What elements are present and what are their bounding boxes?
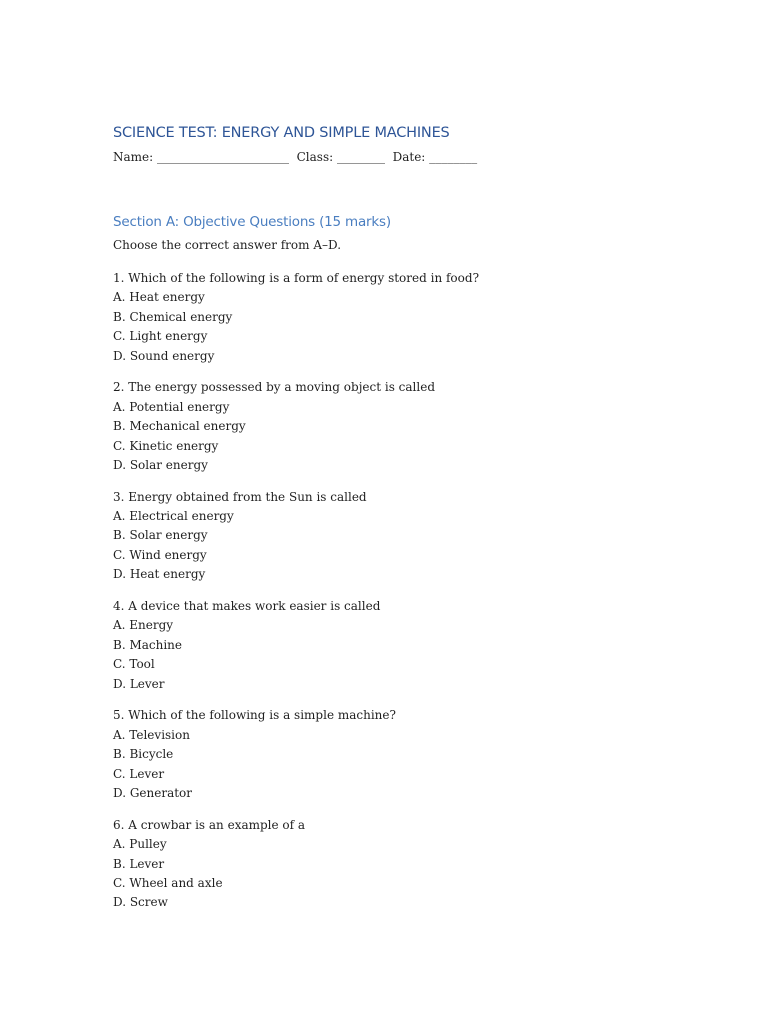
answer-option: A. Potential energy <box>113 399 230 414</box>
answer-option: B. Lever <box>113 856 165 871</box>
section-a-instructions: Choose the correct answer from A–D. <box>113 238 342 252</box>
answer-option: D. Solar energy <box>113 457 208 472</box>
question-6 <box>113 816 479 913</box>
answer-option: B. Mechanical energy <box>113 419 246 434</box>
question-text: 6. A crowbar is an example of a <box>113 817 306 832</box>
answer-option: A. Electrical energy <box>113 509 234 524</box>
question-5 <box>113 706 479 803</box>
question-2 <box>113 378 479 475</box>
answer-option: B. Solar energy <box>113 528 208 543</box>
question-text: 5. Which of the following is a simple machine? <box>113 708 396 723</box>
answer-option: A. Pulley <box>113 837 167 852</box>
answer-option: D. Lever <box>113 676 165 691</box>
section-a-title: Section A: Objective Questions (15 marks) <box>113 214 391 230</box>
answer-option: D. Screw <box>113 895 168 910</box>
answer-option: A. Television <box>113 727 190 742</box>
student-info-line: Name: ______________________ Class: ________ Date: ________ <box>113 150 478 164</box>
answer-option: B. Chemical energy <box>113 309 233 324</box>
question-4 <box>113 597 479 694</box>
document-title: SCIENCE TEST: ENERGY AND SIMPLE MACHINES <box>113 125 450 141</box>
answer-option: A. Heat energy <box>113 290 205 305</box>
answer-option: C. Tool <box>113 657 155 672</box>
answer-option: C. Light energy <box>113 329 208 344</box>
answer-option: C. Kinetic energy <box>113 438 219 453</box>
answer-option: B. Bicycle <box>113 747 174 762</box>
answer-option: D. Generator <box>113 785 193 800</box>
question-text: 3. Energy obtained from the Sun is called <box>113 489 367 504</box>
answer-option: C. Wheel and axle <box>113 875 223 890</box>
question-text: 2. The energy possessed by a moving object is called <box>113 380 436 395</box>
answer-option: C. Lever <box>113 766 165 781</box>
question-list <box>113 269 479 925</box>
answer-option: D. Sound energy <box>113 348 215 363</box>
question-1 <box>113 269 479 366</box>
answer-option: D. Heat energy <box>113 567 206 582</box>
question-text: 1. Which of the following is a form of energy stored in food? <box>113 271 479 285</box>
answer-option: B. Machine <box>113 637 183 652</box>
answer-option: A. Energy <box>113 618 174 633</box>
question-3 <box>113 488 479 585</box>
answer-option: C. Wind energy <box>113 547 207 562</box>
question-text: 4. A device that makes work easier is called <box>113 599 381 614</box>
